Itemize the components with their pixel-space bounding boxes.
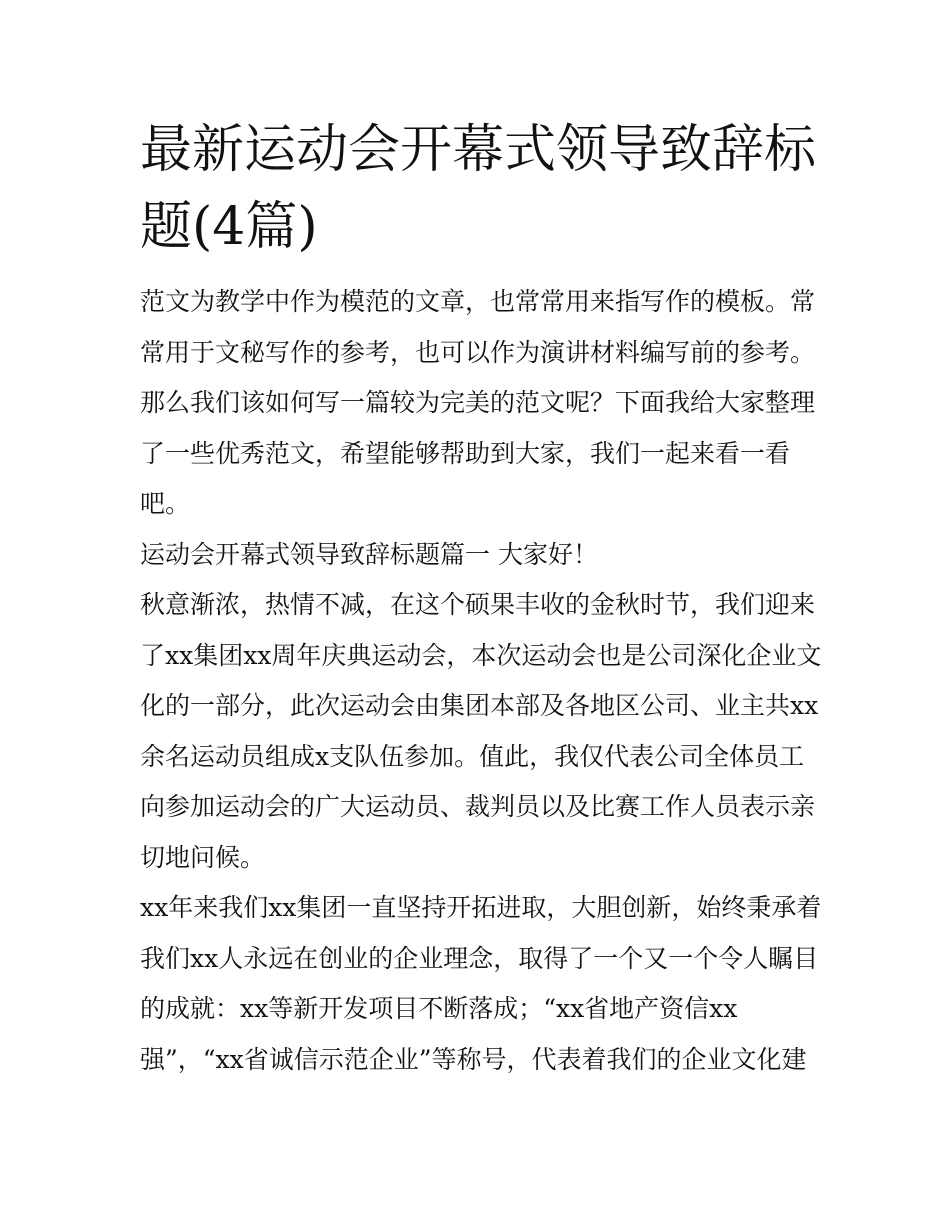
document-title: 最新运动会开幕式领导致辞标题(4篇) [140,120,817,257]
intro-paragraph: 范文为教学中作为模范的文章，也常常用来指写作的模板。常常用于文秘写作的参考，也可以作为演讲材料编写前的参考。那么我们该如何写一篇较为完美的范文呢？下面我给大家整理了一些优秀范文，希望能够帮助到大家，我们一起来看一看吧。 [140,287,816,518]
document-body [140,277,822,1085]
section-heading-paragraph: 运动会开幕式领导致辞标题篇一 大家好！ [140,539,598,569]
body-paragraph: xx年来我们xx集团一直坚持开拓进取，大胆创新，始终秉承着我们xx人永远在创业的企业理念，取得了一个又一个令人瞩目的成就：xx等新开发项目不断落成；“xx省地产资信xx强”，“xx省诚信示范企业”等称号，代表着我们的企业文化建 [140,893,822,1074]
body-paragraph: 秋意渐浓，热情不减，在这个硕果丰收的金秋时节，我们迎来了xx集团xx周年庆典运动会，本次运动会也是公司深化企业文化的一部分，此次运动会由集团本部及各地区公司、业主共xx余名运动员组成x支队伍参加。值此，我仅代表公司全体员工向参加运动会的广大运动员、裁判员以及比赛工作人员表示亲切地问候。 [140,590,822,872]
